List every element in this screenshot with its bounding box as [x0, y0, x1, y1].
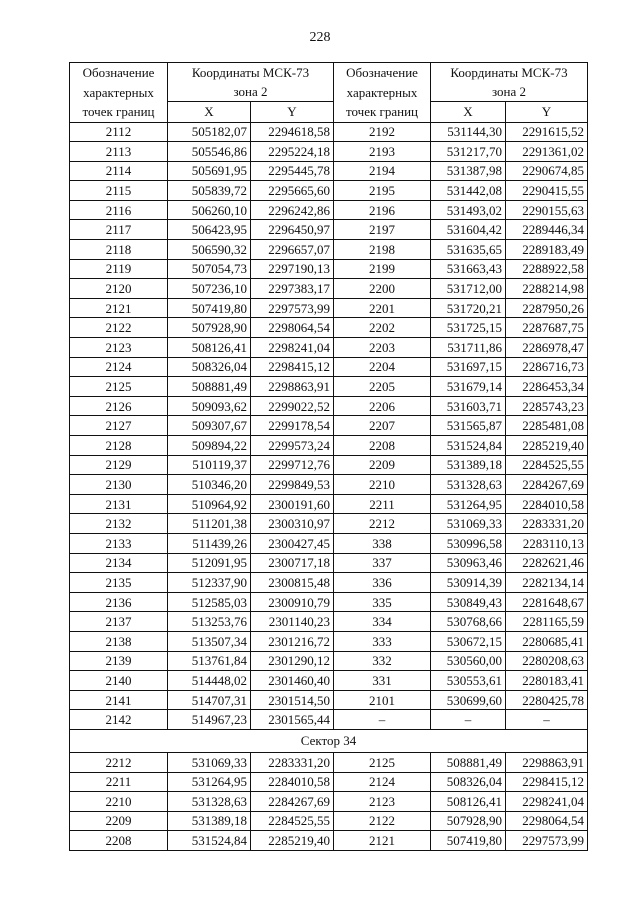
- table-row: [70, 631, 588, 651]
- table-cell: 2297573,99: [251, 298, 334, 318]
- table-cell: 530560,00: [431, 651, 506, 671]
- table-cell: 2298863,91: [506, 752, 588, 772]
- table-cell: 2211: [70, 772, 168, 792]
- table-cell: 2301565,44: [251, 710, 334, 730]
- x-header-left: X: [168, 102, 251, 122]
- table-row: [70, 240, 588, 260]
- table-cell: 531144,30: [431, 122, 506, 142]
- table-cell: 2284010,58: [506, 494, 588, 514]
- table-cell: 2126: [70, 396, 168, 416]
- table-cell: 2125: [334, 752, 431, 772]
- table-cell: 506590,32: [168, 240, 251, 260]
- table-cell: 2297190,13: [251, 259, 334, 279]
- table-cell: 507928,90: [431, 811, 506, 831]
- table-cell: 510964,92: [168, 494, 251, 514]
- table-cell: 530672,15: [431, 631, 506, 651]
- table-cell: 2120: [70, 279, 168, 299]
- designation-header-left: Обозначение характерных точек границ: [70, 63, 168, 123]
- table-cell: 507419,80: [431, 831, 506, 851]
- table-row: [70, 298, 588, 318]
- table-row: [70, 573, 588, 593]
- table-cell: 531725,15: [431, 318, 506, 338]
- table-cell: 2139: [70, 651, 168, 671]
- table-row: [70, 318, 588, 338]
- table-cell: 2283331,20: [506, 514, 588, 534]
- table-row: [70, 475, 588, 495]
- table-cell: 2285481,08: [506, 416, 588, 436]
- table-cell: 508126,41: [168, 338, 251, 358]
- table-cell: 2286978,47: [506, 338, 588, 358]
- table-row: [70, 811, 588, 831]
- table-cell: 2210: [70, 792, 168, 812]
- table-row: [70, 436, 588, 456]
- table-cell: 531603,71: [431, 396, 506, 416]
- table-cell: 507928,90: [168, 318, 251, 338]
- table-cell: 2123: [334, 792, 431, 812]
- table-cell: 531663,43: [431, 259, 506, 279]
- table-cell: 2199: [334, 259, 431, 279]
- table-cell: 531697,15: [431, 357, 506, 377]
- table-cell: 2280425,78: [506, 690, 588, 710]
- coordinates-table: [69, 62, 588, 851]
- table-cell: 2124: [334, 772, 431, 792]
- table-cell: 2207: [334, 416, 431, 436]
- table-cell: 2284525,55: [506, 455, 588, 475]
- table-cell: 2131: [70, 494, 168, 514]
- table-cell: 2198: [334, 240, 431, 260]
- table-cell: 2122: [334, 811, 431, 831]
- table-cell: 2284267,69: [506, 475, 588, 495]
- table-cell: 2301460,40: [251, 671, 334, 691]
- table-cell: 511439,26: [168, 533, 251, 553]
- table-cell: 333: [334, 631, 431, 651]
- table-cell: 531712,00: [431, 279, 506, 299]
- table-row: [70, 142, 588, 162]
- table-cell: 2284525,55: [251, 811, 334, 831]
- table-cell: 514707,31: [168, 690, 251, 710]
- table-cell: 2298863,91: [251, 377, 334, 397]
- table-cell: 2194: [334, 161, 431, 181]
- table-cell: 2280685,41: [506, 631, 588, 651]
- table-cell: 530914,39: [431, 573, 506, 593]
- table-cell: 531069,33: [168, 752, 251, 772]
- table-cell: 512091,95: [168, 553, 251, 573]
- table-cell: 531565,87: [431, 416, 506, 436]
- y-header-right: Y: [506, 102, 588, 122]
- table-cell: 506423,95: [168, 220, 251, 240]
- table-cell: 2289446,34: [506, 220, 588, 240]
- table-cell: 514967,23: [168, 710, 251, 730]
- table-cell: –: [506, 710, 588, 730]
- table-cell: 531720,21: [431, 298, 506, 318]
- table-cell: 2290155,63: [506, 200, 588, 220]
- table-cell: 2121: [334, 831, 431, 851]
- table-cell: 2291361,02: [506, 142, 588, 162]
- table-cell: 2129: [70, 455, 168, 475]
- table-row: [70, 357, 588, 377]
- table-cell: 2205: [334, 377, 431, 397]
- table-cell: 530699,60: [431, 690, 506, 710]
- table-cell: 2117: [70, 220, 168, 240]
- table-cell: 2101: [334, 690, 431, 710]
- table-cell: 331: [334, 671, 431, 691]
- table-cell: 2284267,69: [251, 792, 334, 812]
- table-cell: 2196: [334, 200, 431, 220]
- table-cell: 2197: [334, 220, 431, 240]
- y-header-left: Y: [251, 102, 334, 122]
- table-cell: 2301514,50: [251, 690, 334, 710]
- table-row: [70, 455, 588, 475]
- table-cell: 2209: [70, 811, 168, 831]
- table-cell: 2135: [70, 573, 168, 593]
- table-cell: 2192: [334, 122, 431, 142]
- table-cell: 2208: [334, 436, 431, 456]
- table-cell: 338: [334, 533, 431, 553]
- table-row: [70, 592, 588, 612]
- table-cell: 2299573,24: [251, 436, 334, 456]
- table-cell: 2290415,55: [506, 181, 588, 201]
- table-row: [70, 416, 588, 436]
- table-cell: 531069,33: [431, 514, 506, 534]
- table-cell: 2287687,75: [506, 318, 588, 338]
- table-cell: 2289183,49: [506, 240, 588, 260]
- table-cell: 2300910,79: [251, 592, 334, 612]
- table-cell: 2295224,18: [251, 142, 334, 162]
- table-row: [70, 792, 588, 812]
- table-cell: 2115: [70, 181, 168, 201]
- table-cell: 2123: [70, 338, 168, 358]
- table-cell: 2280183,41: [506, 671, 588, 691]
- designation-header-right: Обозначение характерных точек границ: [334, 63, 431, 123]
- table-cell: 2300815,48: [251, 573, 334, 593]
- page-number: 228: [309, 30, 331, 45]
- sector-label: Сектор 34: [70, 729, 588, 752]
- table-row: [70, 161, 588, 181]
- table-cell: 2138: [70, 631, 168, 651]
- table-cell: 531264,95: [431, 494, 506, 514]
- table-cell: 2137: [70, 612, 168, 632]
- table-cell: 335: [334, 592, 431, 612]
- table-cell: 334: [334, 612, 431, 632]
- table-row: [70, 553, 588, 573]
- table-cell: 2114: [70, 161, 168, 181]
- table-cell: 530996,58: [431, 533, 506, 553]
- table-cell: 2286453,34: [506, 377, 588, 397]
- table-row: [70, 494, 588, 514]
- table-cell: 531493,02: [431, 200, 506, 220]
- table-cell: 337: [334, 553, 431, 573]
- table-cell: 2132: [70, 514, 168, 534]
- table-cell: 2290674,85: [506, 161, 588, 181]
- table-row: [70, 220, 588, 240]
- table-row: [70, 752, 588, 772]
- table-row: [70, 651, 588, 671]
- table-cell: 509894,22: [168, 436, 251, 456]
- table-cell: 2298415,12: [506, 772, 588, 792]
- table-cell: 510119,37: [168, 455, 251, 475]
- table-cell: 2299178,54: [251, 416, 334, 436]
- table-cell: 2209: [334, 455, 431, 475]
- coords-header-left: Координаты МСК-73 зона 2: [168, 63, 334, 102]
- table-cell: 2280208,63: [506, 651, 588, 671]
- table-cell: 2297573,99: [506, 831, 588, 851]
- table-cell: 2212: [334, 514, 431, 534]
- table-cell: 505182,07: [168, 122, 251, 142]
- table-cell: 2294618,58: [251, 122, 334, 142]
- table-cell: 531328,63: [431, 475, 506, 495]
- table-row: [70, 181, 588, 201]
- table-cell: 2130: [70, 475, 168, 495]
- table-cell: 2204: [334, 357, 431, 377]
- table-cell: 2140: [70, 671, 168, 691]
- table-row: [70, 772, 588, 792]
- table-cell: 2125: [70, 377, 168, 397]
- table-cell: 530849,43: [431, 592, 506, 612]
- table-cell: 2134: [70, 553, 168, 573]
- table-cell: 531635,65: [431, 240, 506, 260]
- table-cell: 332: [334, 651, 431, 671]
- table-cell: 2203: [334, 338, 431, 358]
- table-cell: 509093,62: [168, 396, 251, 416]
- table-cell: 505546,86: [168, 142, 251, 162]
- table-cell: 2202: [334, 318, 431, 338]
- table-cell: 508881,49: [431, 752, 506, 772]
- table-cell: 507419,80: [168, 298, 251, 318]
- table-cell: 2112: [70, 122, 168, 142]
- table-cell: 2300191,60: [251, 494, 334, 514]
- table-row: [70, 690, 588, 710]
- table-cell: 2287950,26: [506, 298, 588, 318]
- table-row: [70, 533, 588, 553]
- table-cell: 531524,84: [168, 831, 251, 851]
- table-cell: 531711,86: [431, 338, 506, 358]
- table-row: [70, 200, 588, 220]
- table-cell: 531442,08: [431, 181, 506, 201]
- table-cell: 2296450,97: [251, 220, 334, 240]
- table-cell: 2300717,18: [251, 553, 334, 573]
- table-row: [70, 831, 588, 851]
- table-cell: 530963,46: [431, 553, 506, 573]
- table-cell: 531389,18: [431, 455, 506, 475]
- table-cell: 2195: [334, 181, 431, 201]
- table-row: [70, 612, 588, 632]
- table-cell: 531524,84: [431, 436, 506, 456]
- table-cell: 2298241,04: [506, 792, 588, 812]
- table-cell: 2200: [334, 279, 431, 299]
- table-cell: 2113: [70, 142, 168, 162]
- table-cell: 2128: [70, 436, 168, 456]
- table-row: [70, 710, 588, 730]
- table-cell: 2285743,23: [506, 396, 588, 416]
- table-row: [70, 338, 588, 358]
- table-cell: 2284010,58: [251, 772, 334, 792]
- table-cell: 513761,84: [168, 651, 251, 671]
- table-cell: 2119: [70, 259, 168, 279]
- table-cell: 2136: [70, 592, 168, 612]
- table-cell: 2301140,23: [251, 612, 334, 632]
- table-cell: 2283110,13: [506, 533, 588, 553]
- table-cell: 2299712,76: [251, 455, 334, 475]
- table-cell: 2211: [334, 494, 431, 514]
- table-cell: 509307,67: [168, 416, 251, 436]
- table-cell: 2212: [70, 752, 168, 772]
- table-cell: 505691,95: [168, 161, 251, 181]
- table-cell: 531264,95: [168, 772, 251, 792]
- table-cell: 514448,02: [168, 671, 251, 691]
- coords-header-right: Координаты МСК-73 зона 2: [431, 63, 588, 102]
- table-cell: 2298415,12: [251, 357, 334, 377]
- table-row: [70, 396, 588, 416]
- table-cell: 512585,03: [168, 592, 251, 612]
- sector-table-body: [70, 752, 588, 850]
- table-cell: 531389,18: [168, 811, 251, 831]
- table-cell: 530553,61: [431, 671, 506, 691]
- table-cell: 2296242,86: [251, 200, 334, 220]
- table-cell: 2295445,78: [251, 161, 334, 181]
- table-cell: 505839,72: [168, 181, 251, 201]
- table-cell: –: [334, 710, 431, 730]
- table-cell: 2285219,40: [251, 831, 334, 851]
- table-cell: 512337,90: [168, 573, 251, 593]
- table-cell: 531604,42: [431, 220, 506, 240]
- table-cell: 2281648,67: [506, 592, 588, 612]
- table-cell: 2141: [70, 690, 168, 710]
- table-cell: 2300310,97: [251, 514, 334, 534]
- table-cell: 2201: [334, 298, 431, 318]
- table-cell: 508881,49: [168, 377, 251, 397]
- table-row: [70, 671, 588, 691]
- table-cell: 2299022,52: [251, 396, 334, 416]
- table-cell: 510346,20: [168, 475, 251, 495]
- table-cell: 2124: [70, 357, 168, 377]
- table-cell: 2127: [70, 416, 168, 436]
- table-cell: 2118: [70, 240, 168, 260]
- table-cell: 531679,14: [431, 377, 506, 397]
- table-cell: 2286716,73: [506, 357, 588, 377]
- table-cell: 511201,38: [168, 514, 251, 534]
- x-header-right: X: [431, 102, 506, 122]
- table-cell: 513253,76: [168, 612, 251, 632]
- table-cell: 506260,10: [168, 200, 251, 220]
- table-cell: 507236,10: [168, 279, 251, 299]
- table-cell: 2206: [334, 396, 431, 416]
- table-row: [70, 122, 588, 142]
- table-row: [70, 514, 588, 534]
- table-cell: 2283331,20: [251, 752, 334, 772]
- table-cell: 2301216,72: [251, 631, 334, 651]
- table-cell: 508326,04: [431, 772, 506, 792]
- table-cell: 2298064,54: [506, 811, 588, 831]
- table-cell: 2142: [70, 710, 168, 730]
- table-cell: 2133: [70, 533, 168, 553]
- table-cell: 2282621,46: [506, 553, 588, 573]
- table-cell: 2298241,04: [251, 338, 334, 358]
- table-cell: 2193: [334, 142, 431, 162]
- table-cell: 2298064,54: [251, 318, 334, 338]
- table-cell: 2288214,98: [506, 279, 588, 299]
- sector-section: [70, 729, 588, 752]
- table-row: [70, 259, 588, 279]
- table-cell: 2122: [70, 318, 168, 338]
- table-cell: 2300427,45: [251, 533, 334, 553]
- table-cell: 2299849,53: [251, 475, 334, 495]
- table-cell: 2297383,17: [251, 279, 334, 299]
- table-cell: 507054,73: [168, 259, 251, 279]
- table-body: [70, 122, 588, 729]
- table-cell: 2210: [334, 475, 431, 495]
- table-cell: –: [431, 710, 506, 730]
- table-cell: 531328,63: [168, 792, 251, 812]
- table-row: [70, 279, 588, 299]
- table-cell: 531217,70: [431, 142, 506, 162]
- table-cell: 2116: [70, 200, 168, 220]
- table-cell: 508326,04: [168, 357, 251, 377]
- table-cell: 2295665,60: [251, 181, 334, 201]
- table-cell: 2281165,59: [506, 612, 588, 632]
- table-cell: 531387,98: [431, 161, 506, 181]
- table-cell: 2121: [70, 298, 168, 318]
- table-cell: 2282134,14: [506, 573, 588, 593]
- table-cell: 2285219,40: [506, 436, 588, 456]
- table-cell: 2291615,52: [506, 122, 588, 142]
- table-cell: 2301290,12: [251, 651, 334, 671]
- table-header: [70, 63, 588, 123]
- table-cell: 336: [334, 573, 431, 593]
- table-row: [70, 377, 588, 397]
- sector-row: [70, 729, 588, 752]
- table-cell: 530768,66: [431, 612, 506, 632]
- table-cell: 2288922,58: [506, 259, 588, 279]
- table-cell: 2208: [70, 831, 168, 851]
- table-cell: 2296657,07: [251, 240, 334, 260]
- table-cell: 513507,34: [168, 631, 251, 651]
- table-cell: 508126,41: [431, 792, 506, 812]
